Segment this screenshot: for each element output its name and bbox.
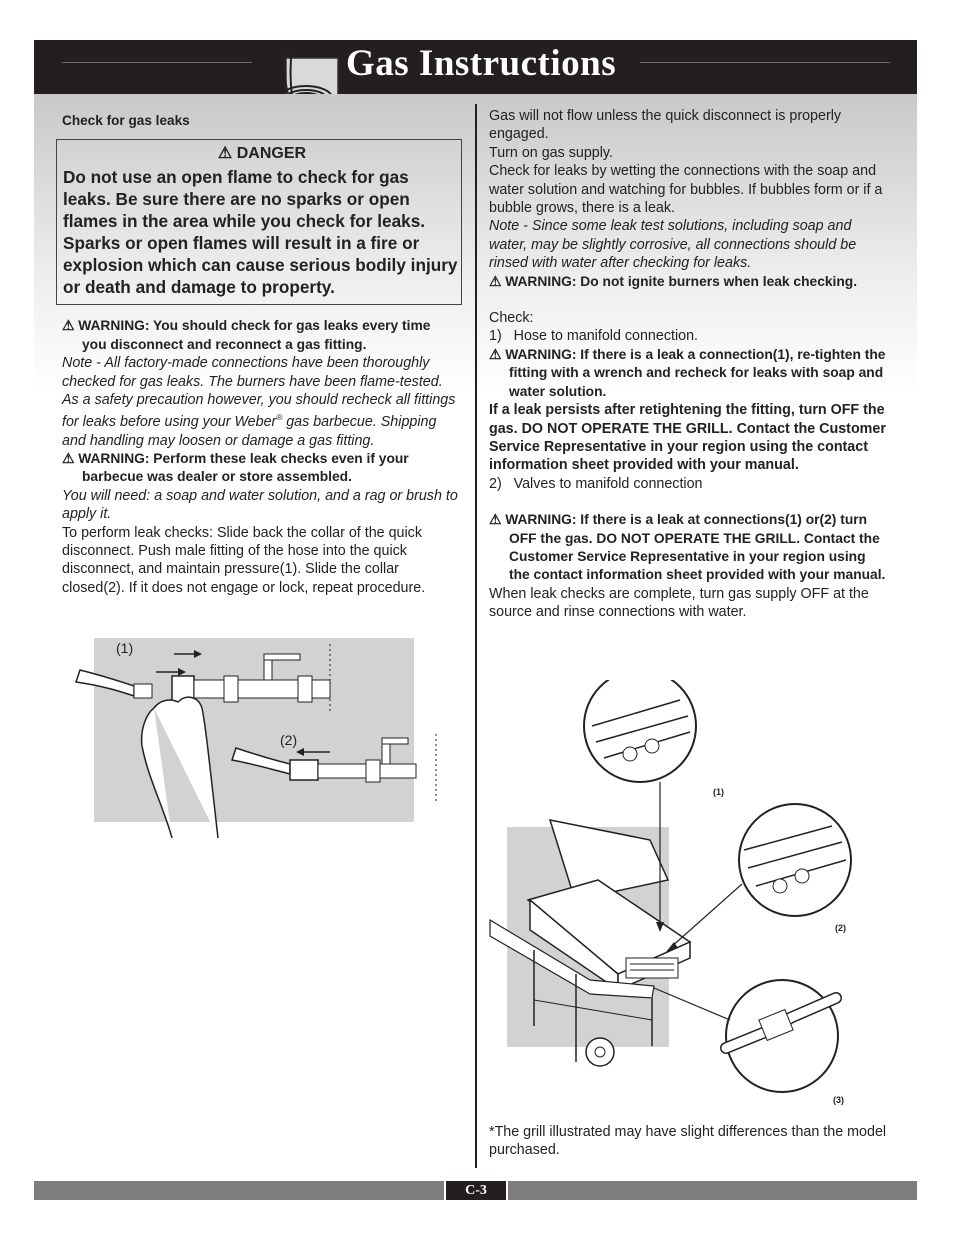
procedure-paragraph: To perform leak checks: Slide back the collar of the quick disconnect. Push male fitting of the hose into the quick disconnect, and maintain pressure(1). Slide the collar closed(2). If it does not engage or lock, repeat procedure. — [62, 524, 426, 596]
check-label: Check: — [489, 310, 534, 327]
page-title: Gas Instructions — [346, 43, 617, 84]
zoom-label-3: (3) — [833, 1095, 844, 1105]
note-factory-connections — [62, 354, 458, 450]
warning-triangle-icon: ⚠ — [217, 145, 237, 163]
page-header — [34, 40, 917, 94]
right-column — [489, 107, 889, 622]
grill-diagram — [480, 680, 900, 1120]
note-text: Note - All factory-made connections have been thoroughly checked for gas leaks. The burners have been flame-tested. As a safety precaution however, you should recheck all fittings for leaks before using your Weber — [62, 355, 456, 431]
check-item-1: 1) Hose to manifold connection. — [489, 328, 699, 345]
warning-text: WARNING: Perform these leak checks even if your barbecue was dealer or store assembled. — [78, 451, 409, 485]
quick-disconnect-note: Gas will not flow unless the quick disconnect is properly engaged. — [489, 108, 842, 143]
note-you-will-need: You will need: a soap and water solution, and a rag or brush to apply it. — [62, 487, 458, 523]
page-number: C-3 — [446, 1181, 506, 1200]
footnote: *The grill illustrated may have slight differences than the model purchased. — [489, 1124, 887, 1159]
turn-on-gas: Turn on gas supply. — [489, 144, 613, 161]
warning-text: WARNING: If there is a leak at connections(1) or(2) turn OFF the gas. DO NOT OPERATE THE GRILL. Contact the Customer Service Representative in your region using the contact information sheet provided with your manual. — [505, 512, 886, 583]
warning-triangle-icon: ⚠ — [489, 512, 506, 528]
registered-mark: ® — [276, 413, 283, 423]
danger-heading-text: DANGER — [236, 145, 307, 163]
warning-triangle-icon: ⚠ — [489, 346, 506, 362]
check-leaks-paragraph: Check for leaks by wetting the connections with the soap and water solution and watching for bubbles. If bubbles form or if a bubble grows, there is a leak. — [489, 163, 883, 217]
warning-text: WARNING: If there is a leak a connection(1), re-tighten the fitting with a wrench and recheck for leaks with soap and water solution. — [505, 346, 886, 399]
warning-dealer-assembled — [62, 450, 458, 487]
section-subheading: Check for gas leaks — [62, 113, 190, 128]
warning-text: WARNING: You should check for gas leaks every time you disconnect and reconnect a gas fitting. — [78, 318, 431, 352]
note-text-cont: gas barbecue. Shipping and handling may loosen or damage a gas fitting. — [62, 414, 437, 449]
danger-heading — [63, 144, 461, 164]
danger-body: Do not use an open flame to check for gas leaks. Be sure there are no sparks or open flames in the area while you check for leaks. Sparks or open flames will result in a fire or explosion which can cause serious bodily injury or death and damage to property. — [63, 167, 458, 298]
zoom-label-2: (2) — [835, 923, 846, 933]
warning-check-every-time — [62, 317, 458, 354]
leak-persists-paragraph: If a leak persists after retightening the fitting, turn OFF the gas. DO NOT OPERATE THE GRILL. Contact the Customer Service Representative in your region using the contact information sheet provided with your manual. — [489, 402, 886, 474]
warning-retighten — [489, 346, 889, 401]
figure-label-1: (1) — [116, 640, 134, 656]
header-rule-right — [640, 62, 890, 63]
footer-bar-right — [508, 1181, 917, 1200]
zoom-label-1: (1) — [713, 787, 724, 797]
footer-bar-left — [34, 1181, 444, 1200]
left-column — [62, 112, 458, 597]
quick-disconnect-illustration — [94, 638, 414, 822]
warning-turn-off-gas — [489, 511, 889, 585]
note-corrosive: Note - Since some leak test solutions, including soap and water, may be slightly corrosive, all connections should be rinsed with water after checking for leaks. — [489, 218, 857, 272]
check-item-2: 2) Valves to manifold connection — [489, 475, 703, 492]
warning-triangle-icon: ⚠ — [62, 318, 79, 334]
figure-label-2: (2) — [280, 732, 298, 748]
header-rule-left — [62, 62, 252, 63]
grill-illustration — [480, 680, 900, 1120]
warning-triangle-icon: ⚠ — [62, 451, 79, 467]
quick-disconnect-figure — [94, 638, 414, 822]
danger-box — [56, 139, 462, 305]
warning-no-ignite — [489, 273, 889, 291]
warning-triangle-icon: ⚠ — [489, 273, 506, 289]
leak-checks-complete: When leak checks are complete, turn gas supply OFF at the source and rinse connections with water. — [489, 585, 869, 621]
warning-text: WARNING: Do not ignite burners when leak checking. — [505, 273, 858, 289]
column-divider — [475, 104, 477, 1168]
